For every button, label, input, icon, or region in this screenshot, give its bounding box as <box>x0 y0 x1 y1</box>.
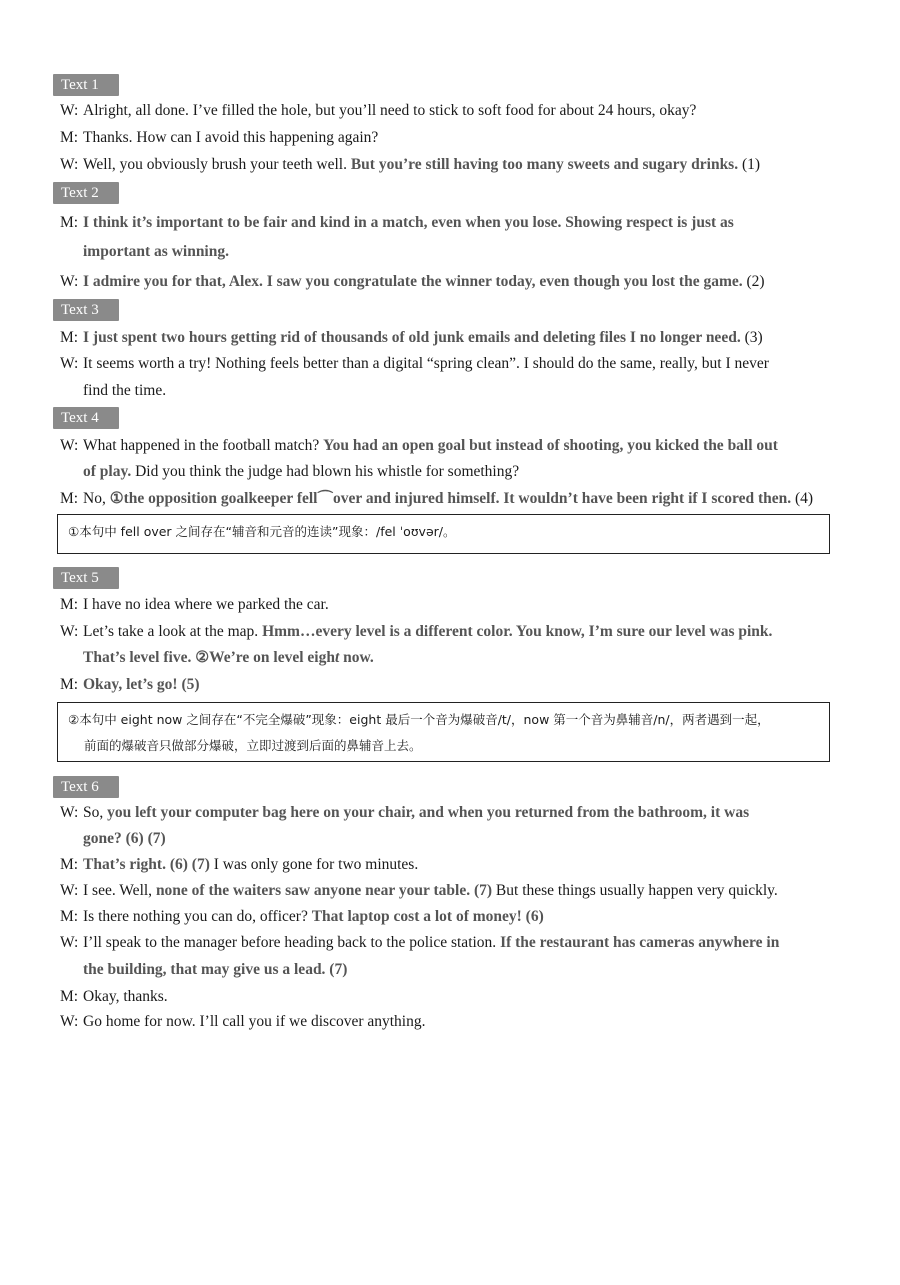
dialogue-line <box>60 903 840 930</box>
dialogue-line <box>60 591 840 618</box>
speaker: M: <box>60 596 79 613</box>
dialogue-line <box>60 983 840 1010</box>
highlighted-text: important as winning. <box>83 243 229 260</box>
highlighted-text: I think it’s important to be fair and kind in a match, even when you lose. Showing respect is just as <box>83 214 734 231</box>
speaker: W: <box>60 623 79 640</box>
dialogue-line <box>60 151 840 178</box>
dialogue-line-continued <box>83 956 863 983</box>
speaker: W: <box>60 273 79 290</box>
dialogue-line <box>60 485 840 512</box>
dialogue-line <box>60 877 840 904</box>
speaker: W: <box>60 437 79 454</box>
speaker: M: <box>60 676 79 693</box>
dialogue-line <box>60 350 840 377</box>
line-tail: I was only gone for two minutes. <box>209 856 419 873</box>
dialogue-line <box>60 209 840 236</box>
speaker: M: <box>60 490 79 507</box>
line-tail: (1) <box>738 156 761 173</box>
line-text: Is there nothing you can do, officer? <box>83 908 312 925</box>
silent-letter: t <box>334 649 340 666</box>
speaker: W: <box>60 934 79 951</box>
speaker: W: <box>60 102 79 119</box>
dialogue-line <box>60 124 840 151</box>
pronunciation-note-1 <box>57 514 830 554</box>
dialogue-line <box>60 618 840 645</box>
highlighted-text: of play. <box>83 463 132 480</box>
highlighted-text: Hmm…every level is a different color. You know, I’m sure our level was pink. <box>262 623 773 640</box>
line-text: What happened in the football match? <box>83 437 324 454</box>
note-text: 前面的爆破音只做部分爆破，立即过渡到后面的鼻辅音上去。 <box>84 738 422 753</box>
dialogue-line <box>60 432 840 459</box>
highlighted-text: You had an open goal but instead of shooting, you kicked the ball out <box>323 437 778 454</box>
dialogue-line-continued <box>83 377 863 404</box>
dialogue-line-continued <box>83 825 863 852</box>
line-text: Go home for now. I’ll call you if we discover anything. <box>83 1013 426 1030</box>
dialogue-line <box>60 929 840 956</box>
highlighted-text: you left your computer bag here on your chair, and when you returned from the bathroom, it was <box>107 804 750 821</box>
highlighted-text: If the restaurant has cameras anywhere in <box>500 934 780 951</box>
line-text: I’ll speak to the manager before heading back to the police station. <box>83 934 501 951</box>
highlighted-text: now. <box>339 649 374 666</box>
text-5-label: Text 5 <box>53 567 119 589</box>
speaker: W: <box>60 156 79 173</box>
line-tail: (4) <box>791 490 814 507</box>
line-text: Okay, thanks. <box>83 988 168 1005</box>
line-tail: (3) <box>740 329 763 346</box>
highlighted-text: none of the waiters saw anyone near your table. (7) <box>155 882 493 899</box>
line-tail: But these things usually happen very quickly. <box>492 882 778 899</box>
line-text: I see. Well, <box>83 882 156 899</box>
speaker: W: <box>60 1013 79 1030</box>
line-text: No, <box>83 490 110 507</box>
dialogue-line <box>60 799 840 826</box>
highlighted-text: the building, that may give us a lead. (7) <box>83 961 348 978</box>
line-text: So, <box>83 804 108 821</box>
line-text: Did you think the judge had blown his whistle for something? <box>131 463 520 480</box>
highlighted-text: That’s level five. ②We’re on level eigh <box>83 649 335 666</box>
text-1-label: Text 1 <box>53 74 119 96</box>
dialogue-line <box>60 851 840 878</box>
dialogue-line <box>60 268 840 295</box>
line-text: I have no idea where we parked the car. <box>83 596 329 613</box>
speaker: M: <box>60 908 79 925</box>
text-3-label: Text 3 <box>53 299 119 321</box>
dialogue-line <box>60 1008 840 1035</box>
speaker: M: <box>60 329 79 346</box>
highlighted-text: That laptop cost a lot of money! (6) <box>311 908 544 925</box>
speaker: W: <box>60 882 79 899</box>
highlighted-text: That’s right. (6) (7) <box>83 856 210 873</box>
line-text: Alright, all done. I’ve filled the hole, but you’ll need to stick to soft food for about 24 hours, okay? <box>83 102 697 119</box>
line-text: Well, you obviously brush your teeth well. <box>83 156 351 173</box>
dialogue-line <box>60 324 840 351</box>
line-text: Thanks. How can I avoid this happening again? <box>83 129 379 146</box>
highlighted-text: I just spent two hours getting rid of thousands of old junk emails and deleting files I no longer need. <box>83 329 741 346</box>
dialogue-line <box>60 671 840 698</box>
dialogue-line-continued <box>83 238 863 265</box>
highlighted-text: I admire you for that, Alex. I saw you congratulate the winner today, even though you lost the game. <box>83 273 743 290</box>
pronunciation-note-2 <box>57 702 830 762</box>
highlighted-text: ①the opposition goalkeeper fell⌒over and injured himself. It wouldn’t have been right if I scored then. <box>109 490 792 507</box>
highlighted-text: Okay, let’s go! (5) <box>83 676 200 693</box>
text-2-label: Text 2 <box>53 182 119 204</box>
note-text: ①本句中 fell over 之间存在“辅音和元音的连读”现象：/fel ˈoʊvər/。 <box>68 524 456 539</box>
line-text: It seems worth a try! Nothing feels better than a digital “spring clean”. I should do the same, really, but I never <box>83 355 769 372</box>
line-text: find the time. <box>83 382 167 399</box>
highlighted-text: gone? (6) (7) <box>83 830 166 847</box>
line-tail: (2) <box>742 273 765 290</box>
highlighted-text: But you’re still having too many sweets and sugary drinks. <box>350 156 739 173</box>
line-text: Let’s take a look at the map. <box>83 623 263 640</box>
dialogue-line <box>60 97 840 124</box>
speaker: M: <box>60 856 79 873</box>
speaker: W: <box>60 355 79 372</box>
dialogue-line-continued <box>83 644 863 671</box>
dialogue-line-continued <box>83 458 863 485</box>
text-6-label: Text 6 <box>53 776 119 798</box>
speaker: M: <box>60 988 79 1005</box>
text-4-label: Text 4 <box>53 407 119 429</box>
note-text: ②本句中 eight now 之间存在“不完全爆破”现象：eight 最后一个音为爆破音/t/，now 第一个音为鼻辅音/n/，两者遇到一起， <box>68 712 770 727</box>
speaker: M: <box>60 129 79 146</box>
speaker: W: <box>60 804 79 821</box>
speaker: M: <box>60 214 79 231</box>
